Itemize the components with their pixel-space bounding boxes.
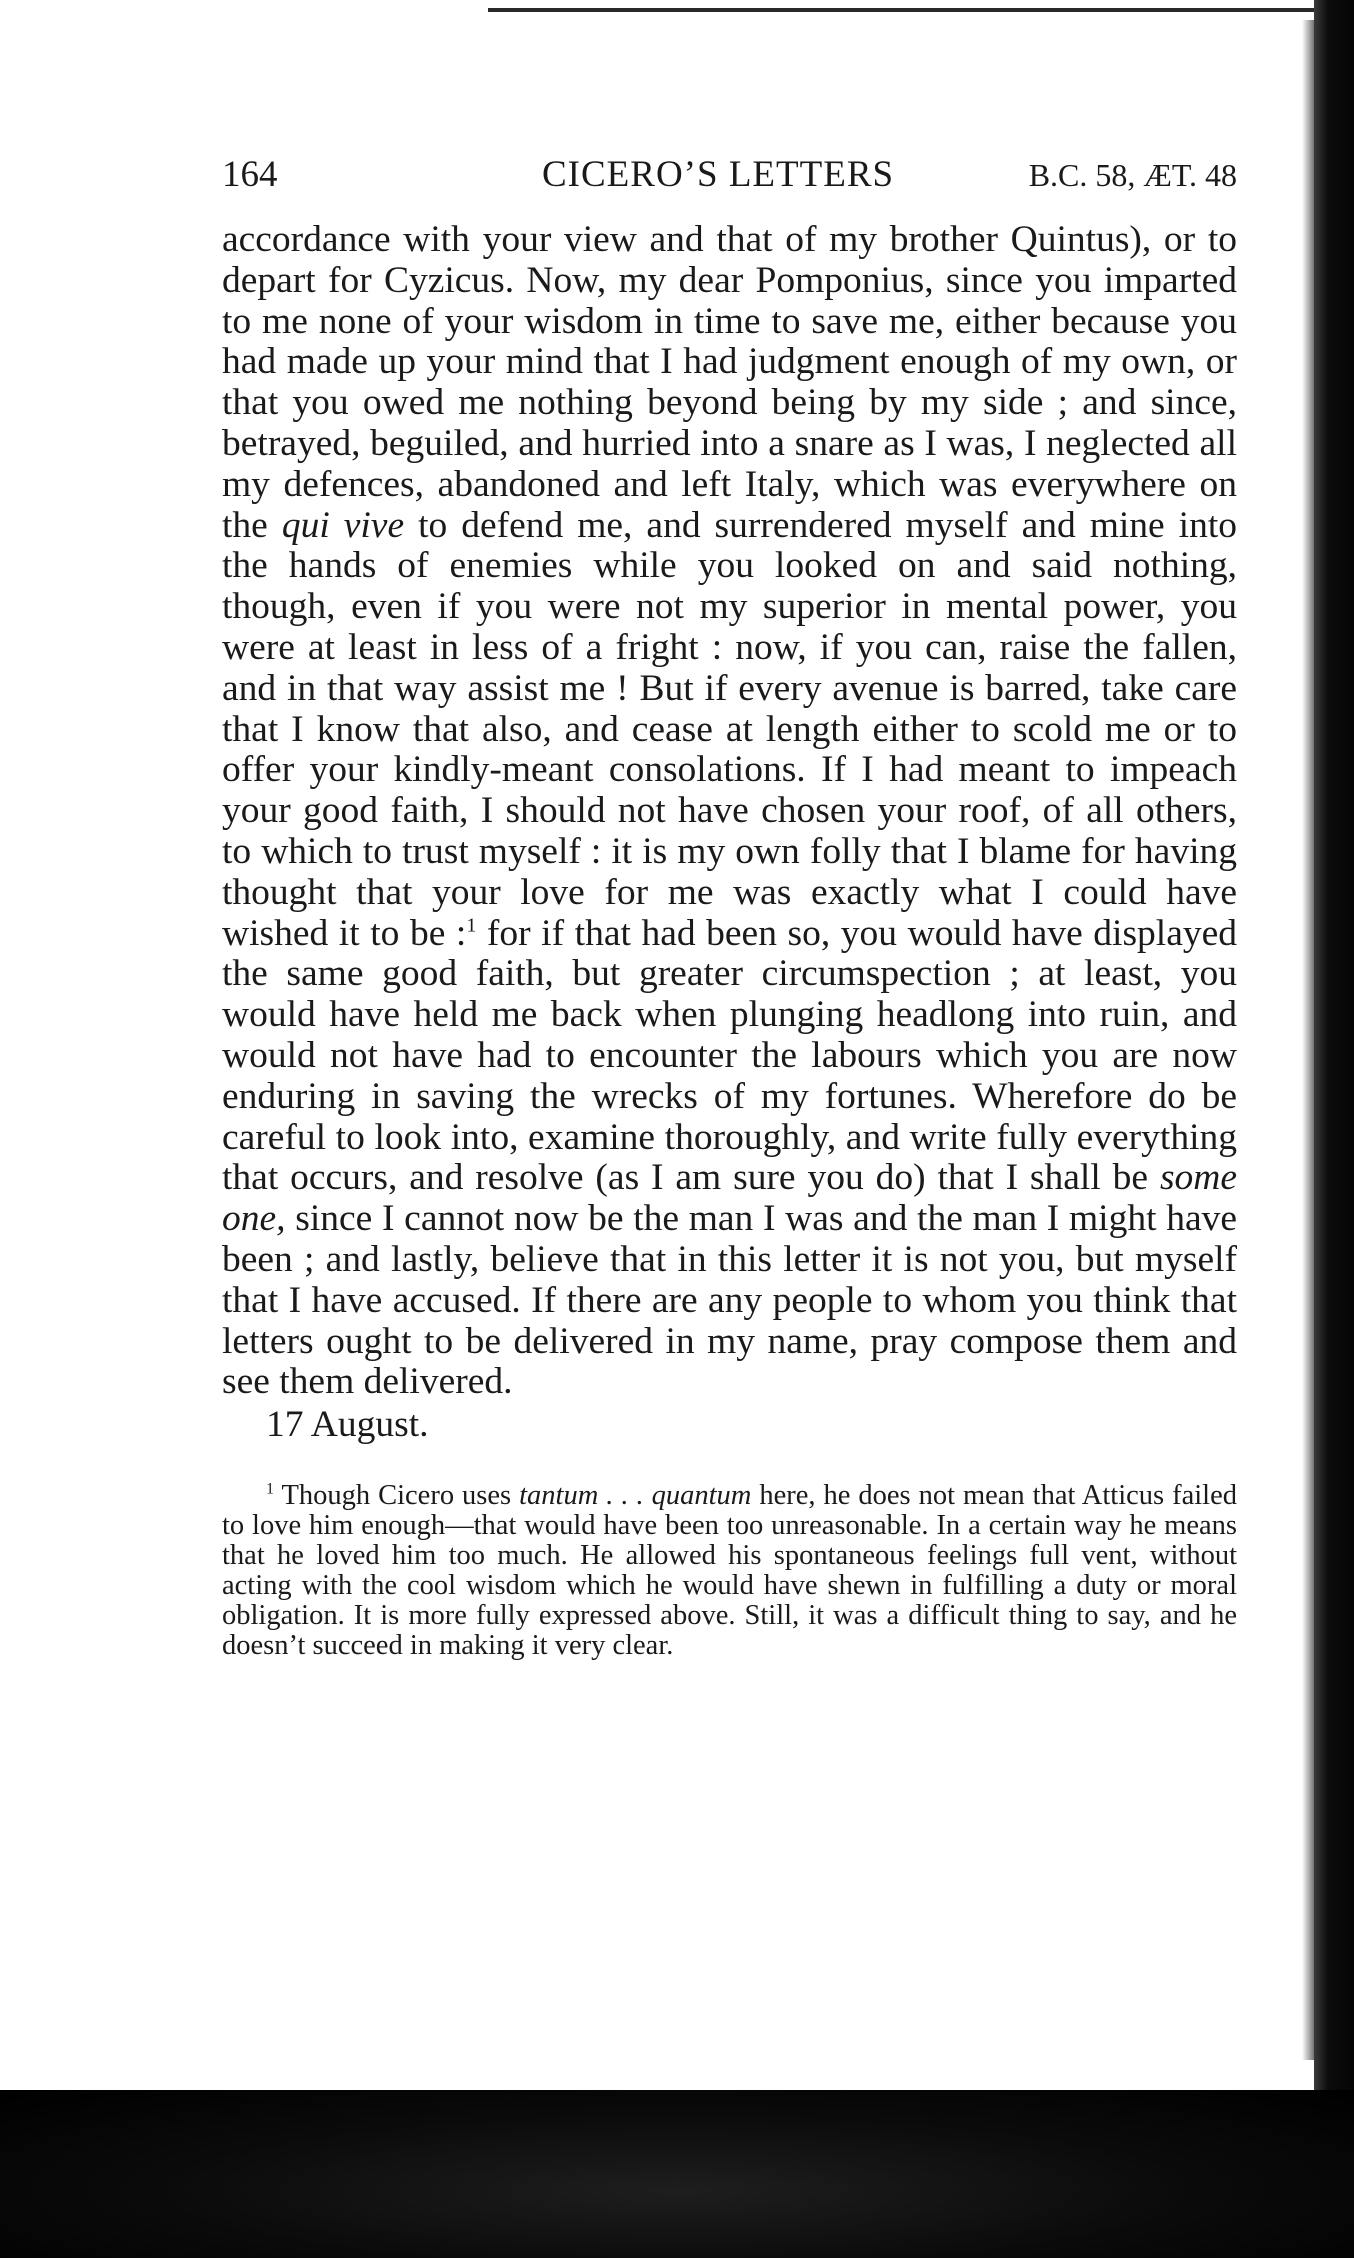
italic-phrase: qui vive	[281, 504, 405, 546]
body-text-segment: since I cannot now be the man I was and the man I might have been ; and lastly, believe that in this letter it is not you, but myself that I have accused. If there are any people to whom you think that letters ought to be delivered in my name, pray compose them and see them delivered.	[222, 1198, 1237, 1403]
letter-body	[222, 220, 1237, 1447]
footnote-text-segment: Though Cicero uses	[274, 1480, 520, 1512]
footnote-italic-phrase: tantum . . . quantum	[519, 1480, 752, 1512]
scan-bottom-band	[0, 2090, 1354, 2258]
page-number: 164	[222, 154, 278, 195]
scan-binding-edge	[1314, 0, 1354, 2090]
running-head	[222, 150, 1237, 200]
italic-phrase: some one,	[222, 1157, 1238, 1240]
book-page	[222, 150, 1237, 1661]
letter-date: 17 August.	[266, 1404, 429, 1446]
scan-binding-shadow	[1302, 20, 1314, 2060]
scan-top-rule	[488, 8, 1354, 12]
footnote	[222, 1481, 1237, 1661]
body-text-segment: to defend me, and surrendered myself and mine into the hands of enemies while you looked on and said nothing, though, even if you were not my superior in mental power, you were at least in less of a fright : now, if you can, raise the fallen, and in that way assist me ! But if every avenue is barred, take care that I know that also, and cease at length either to scold me or to offer your kindly-meant consolations. If I had meant to impeach your good faith, I should not have chosen your roof, of all others, to which to trust myself : it is my own folly that I blame for having thought that your love for me was exactly what I could have wished it to be :	[222, 504, 1238, 954]
body-text-segment: for if that had been so, you would have displayed the same good faith, but greater circumspection ; at least, you would have held me back when plunging headlong into ruin, and would not have had to encounter the labours which you are now enduring in saving the wrecks of my fortunes. Wherefore do be careful to look into, examine thoroughly, and write fully everything that occurs, and resolve (as I am sure you do) that I shall be	[222, 912, 1237, 1199]
footnote-text-segment: here, he does not mean that Atticus failed to love him enough—that would have been too unreasonable. In a certain way he means that he loved him too much. He allowed his spontaneous feelings full vent, without acting with the cool wisdom which he would have shewn in fulfilling a duty or moral obligation. It is more fully expressed above. Still, it was a difficult thing to say, and he doesn’t succeed in making it very clear.	[222, 1480, 1237, 1662]
running-title: CICERO’S LETTERS	[542, 154, 895, 195]
body-text-segment: accordance with your view and that of my brother Quintus), or to depart for Cyzicus. Now, my dear Pomponius, since you imparted to me none of your wisdom in time to save me, either because you had made up your mind that I had judgment enough of my own, or that you owed me nothing beyond being by my side ; and since, betrayed, beguiled, and hurried into a snare as I was, I neglected all my defences, abandoned and left Italy, which was everywhere on the	[222, 219, 1237, 546]
footnote-reference: 1	[466, 914, 477, 937]
footnote-marker: 1	[266, 1480, 274, 1498]
running-date: B.C. 58, ÆT. 48	[1028, 157, 1237, 193]
letter-paragraph	[222, 220, 1237, 1403]
